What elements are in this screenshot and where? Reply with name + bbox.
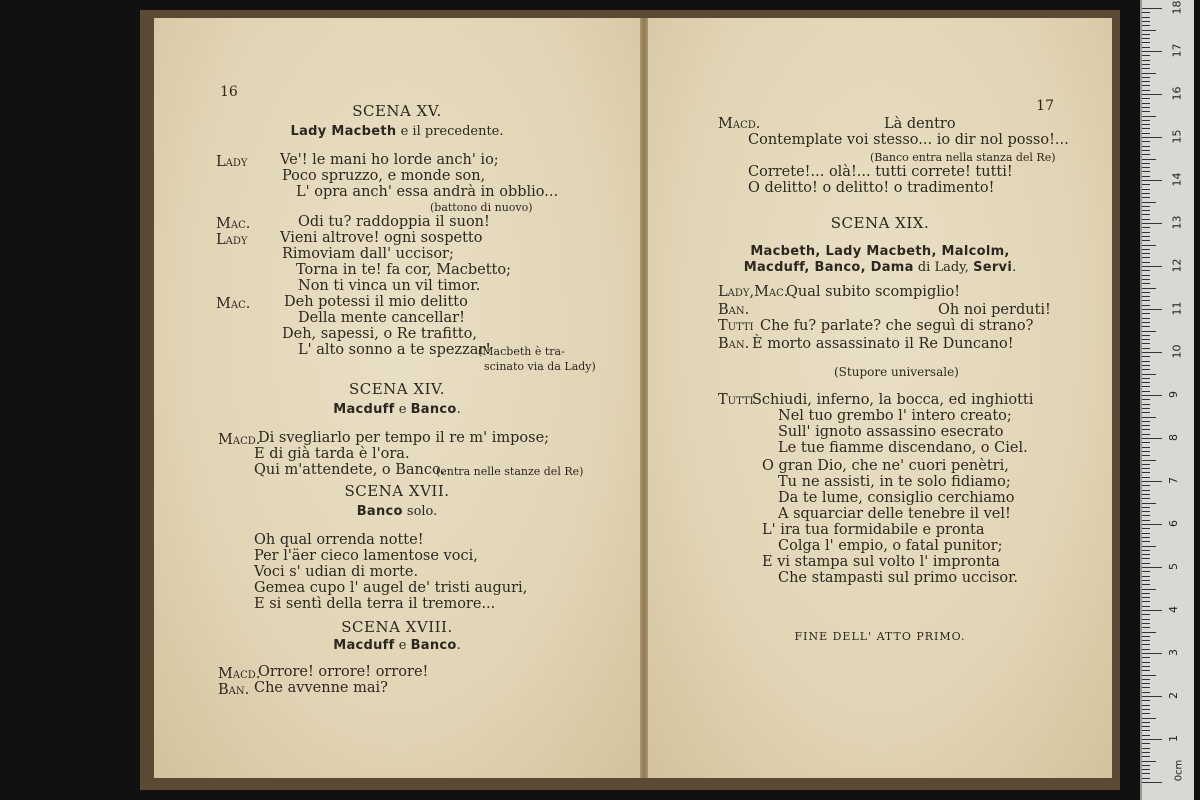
speaker-label: Ban.: [718, 336, 750, 352]
ruler-tick: [1142, 395, 1162, 396]
verse-line: Tu ne assisti, in te solo fidiamo;: [778, 474, 1011, 490]
ruler-tick: [1142, 576, 1150, 577]
verse-line: Deh, sapessi, o Re trafitto,: [282, 326, 477, 342]
ruler-label: 9: [1167, 391, 1180, 398]
ruler-tick: [1142, 490, 1150, 491]
ruler-tick: [1142, 176, 1150, 177]
scene-19-characters-line2: [648, 260, 1112, 275]
ruler-tick: [1142, 12, 1150, 13]
ruler-tick: [1142, 447, 1150, 448]
verse-line: Nel tuo grembo l' intero creato;: [778, 408, 1012, 424]
scene-17-characters: [154, 504, 640, 519]
ruler-tick: [1142, 670, 1150, 671]
ruler-tick: [1142, 739, 1162, 740]
ruler-tick: [1142, 743, 1150, 744]
ruler-tick: [1142, 279, 1150, 280]
ruler-tick: [1142, 348, 1150, 349]
ruler-tick: [1142, 601, 1150, 602]
ruler-tick: [1142, 761, 1156, 762]
ruler-tick: [1142, 300, 1150, 301]
ruler-tick: [1142, 184, 1150, 185]
ruler-tick: [1142, 232, 1150, 233]
ruler-tick: [1142, 683, 1150, 684]
speaker-label: Lady: [216, 232, 248, 248]
ruler-label: 4: [1167, 606, 1180, 613]
speaker-label: Tutti: [718, 318, 754, 334]
ruler-tick: [1142, 163, 1150, 164]
ruler-tick: [1142, 455, 1150, 456]
stage-direction: scinato via da Lady): [484, 360, 596, 373]
ruler-tick: [1142, 81, 1150, 82]
ruler-tick: [1142, 64, 1150, 65]
ruler-tick: [1142, 619, 1150, 620]
speaker-label: Mac.: [216, 216, 251, 232]
ruler-tick: [1142, 550, 1150, 551]
ruler-tick: [1142, 68, 1150, 69]
ruler-label: 18: [1170, 0, 1184, 15]
verse-line: Là dentro: [884, 116, 956, 132]
ruler-tick: [1142, 515, 1150, 516]
speaker-label: Ban.: [718, 302, 750, 318]
ruler-tick: [1142, 352, 1162, 353]
stage-direction: (battono di nuovo): [430, 201, 533, 214]
verse-line: Torna in te! fa cor, Macbetto;: [296, 262, 512, 278]
verse-line: Della mente cancellar!: [298, 310, 465, 326]
right-page-number: 17: [1036, 98, 1054, 114]
ruler-tick: [1142, 262, 1150, 263]
ruler-tick: [1142, 210, 1150, 211]
ruler-tick: [1142, 343, 1150, 344]
ruler-tick: [1142, 94, 1162, 95]
ruler-tick: [1142, 481, 1162, 482]
ruler-tick: [1142, 558, 1150, 559]
ruler-tick: [1142, 378, 1150, 379]
ruler-tick: [1142, 726, 1150, 727]
ruler-tick: [1142, 206, 1150, 207]
ruler-tick: [1142, 339, 1150, 340]
ruler-tick: [1142, 408, 1150, 409]
stage-direction: (entra nelle stanze del Re): [436, 465, 584, 478]
act-end-title: FINE DELL' ATTO PRIMO.: [794, 630, 966, 643]
ruler-unit: 0cm: [1173, 759, 1185, 782]
ruler-tick: [1142, 485, 1150, 486]
ruler-tick: [1142, 227, 1150, 228]
speaker-label: Macd.: [718, 116, 761, 132]
character-name: Macduff: [333, 402, 395, 417]
ruler-label: 17: [1170, 43, 1184, 58]
ruler-tick: [1142, 593, 1150, 594]
ruler-label: 2: [1167, 692, 1180, 699]
ruler-tick: [1142, 623, 1150, 624]
left-page: [154, 18, 640, 778]
ruler-label: 10: [1170, 344, 1184, 359]
ruler-tick: [1142, 98, 1150, 99]
verse-line: Per l'äer cieco lamentose voci,: [254, 548, 478, 564]
character-name: Banco: [410, 638, 457, 653]
ruler-tick: [1142, 614, 1150, 615]
ruler-tick: [1142, 657, 1150, 658]
ruler-tick: [1142, 283, 1150, 284]
verse-line: Orrore! orrore! orrore!: [258, 664, 429, 680]
verse-line: O delitto! o delitto! o tradimento!: [748, 180, 995, 196]
speaker-label: Macd.: [218, 432, 261, 448]
verse-line: Vieni altrove! ogni sospetto: [280, 230, 483, 246]
ruler-tick: [1142, 533, 1150, 534]
ruler-label: 11: [1170, 301, 1184, 316]
verse-line: E di già tarda è l'ora.: [254, 446, 410, 462]
verse-line: L' alto sonno a te spezzar!: [298, 342, 492, 358]
ruler-tick: [1142, 322, 1150, 323]
ruler-tick: [1142, 146, 1150, 147]
ruler-tick: [1142, 606, 1150, 607]
ruler-tick: [1142, 249, 1150, 250]
ruler-tick: [1142, 124, 1150, 125]
ruler-tick: [1142, 472, 1150, 473]
ruler-tick: [1142, 709, 1150, 710]
ruler-label: 6: [1167, 520, 1180, 527]
character-note: e il precedente.: [396, 124, 504, 139]
ruler-tick: [1142, 292, 1150, 293]
ruler-tick: [1142, 103, 1150, 104]
ruler-tick: [1142, 520, 1150, 521]
ruler-tick: [1142, 563, 1150, 564]
verse-line: O gran Dio, che ne' cuori penètri,: [762, 458, 1009, 474]
ruler-tick: [1142, 335, 1150, 336]
ruler-tick: [1142, 653, 1162, 654]
ruler-tick: [1142, 120, 1150, 121]
ruler-tick: [1142, 374, 1156, 375]
speaker-label: Lady: [216, 154, 248, 170]
ruler-tick: [1142, 47, 1150, 48]
ruler-tick: [1142, 662, 1150, 663]
ruler-tick: [1142, 636, 1150, 637]
speaker-label: Mac.: [216, 296, 251, 312]
ruler-tick: [1142, 202, 1156, 203]
speaker-label: Macd.: [218, 666, 261, 682]
ruler-tick: [1142, 468, 1150, 469]
ruler-tick: [1142, 735, 1150, 736]
ruler-tick: [1142, 460, 1156, 461]
verse-line: Che avvenne mai?: [254, 680, 388, 696]
ruler-tick: [1142, 464, 1150, 465]
verse-line: Contemplate voi stesso... io dir nol posso!...: [748, 132, 1069, 148]
speaker-label: Ban.: [218, 682, 250, 698]
character-joiner: e: [394, 402, 411, 417]
measuring-ruler: [1140, 0, 1194, 800]
ruler-tick: [1142, 137, 1162, 138]
ruler-tick: [1142, 528, 1150, 529]
ruler-tick: [1142, 584, 1150, 585]
verse-line: Qual subito scompiglio!: [786, 284, 961, 300]
ruler-tick: [1142, 361, 1150, 362]
ruler-tick: [1142, 326, 1150, 327]
character-name: Servi: [973, 260, 1013, 275]
ruler-tick: [1142, 154, 1150, 155]
ruler-tick: [1142, 167, 1150, 168]
ruler-tick: [1142, 644, 1150, 645]
character-name: Banco: [356, 504, 403, 519]
ruler-tick: [1142, 429, 1150, 430]
ruler-tick: [1142, 692, 1150, 693]
ruler-tick: [1142, 756, 1150, 757]
ruler-tick: [1142, 193, 1150, 194]
ruler-tick: [1142, 55, 1150, 56]
ruler-tick: [1142, 8, 1162, 9]
verse-line: Non ti vinca un vil timor.: [298, 278, 481, 294]
stage-direction: (Stupore universale): [834, 365, 959, 379]
ruler-tick: [1142, 442, 1150, 443]
scene-17-title: SCENA XVII.: [344, 482, 450, 500]
ruler-tick: [1142, 133, 1150, 134]
ruler-tick: [1142, 111, 1150, 112]
scene-19-title: SCENA XIX.: [830, 214, 930, 232]
ruler-tick: [1142, 17, 1150, 18]
scene-18-characters: [154, 638, 640, 653]
character-joiner: e: [394, 638, 411, 653]
ruler-tick: [1142, 90, 1150, 91]
ruler-tick: [1142, 722, 1150, 723]
ruler-tick: [1142, 309, 1162, 310]
character-punct: .: [456, 638, 461, 653]
ruler-tick: [1142, 399, 1150, 400]
ruler-tick: [1142, 425, 1150, 426]
ruler-tick: [1142, 240, 1150, 241]
ruler-tick: [1142, 649, 1150, 650]
ruler-tick: [1142, 679, 1150, 680]
ruler-tick: [1142, 38, 1150, 39]
ruler-tick: [1142, 356, 1150, 357]
ruler-label: 16: [1170, 86, 1184, 101]
verse-line: Schiudi, inferno, la bocca, ed inghiotti: [752, 392, 1034, 408]
ruler-tick: [1142, 477, 1150, 478]
ruler-tick: [1142, 171, 1150, 172]
verse-line: Deh potessi il mio delitto: [284, 294, 468, 310]
verse-line: E vi stampa sul volto l' impronta: [762, 554, 1000, 570]
ruler-tick: [1142, 434, 1150, 435]
ruler-tick: [1142, 331, 1156, 332]
ruler-tick: [1142, 42, 1150, 43]
ruler-tick: [1142, 85, 1150, 86]
ruler-tick: [1142, 159, 1156, 160]
verse-line: Correte!... olà!... tutti correte! tutti!: [748, 164, 1013, 180]
ruler-label: 1: [1167, 735, 1180, 742]
ruler-tick: [1142, 589, 1156, 590]
ruler-tick: [1142, 773, 1150, 774]
verse-line: Oh qual orrenda notte!: [254, 532, 424, 548]
ruler-tick: [1142, 107, 1150, 108]
verse-line: Le tue fiamme discendano, o Ciel.: [778, 440, 1028, 456]
ruler-tick: [1142, 236, 1150, 237]
ruler-label: 15: [1170, 129, 1184, 144]
ruler-tick: [1142, 270, 1150, 271]
ruler-tick: [1142, 451, 1150, 452]
ruler-tick: [1142, 571, 1150, 572]
scene-19-characters-line1: [648, 244, 1112, 259]
verse-line: Ve'! le mani ho lorde anch' io;: [280, 152, 499, 168]
ruler-tick: [1142, 610, 1162, 611]
verse-line: L' opra anch' essa andrà in obblio...: [296, 184, 559, 200]
ruler-label: 8: [1167, 434, 1180, 441]
verse-line: Da te lume, consiglio cerchiamo: [778, 490, 1015, 506]
verse-line: L' ira tua formidabile e pronta: [762, 522, 985, 538]
scene-14-title: SCENA XIV.: [348, 380, 445, 398]
left-page-number: 16: [220, 84, 238, 100]
ruler-tick: [1142, 197, 1150, 198]
open-book: [140, 10, 1120, 790]
verse-line: Gemea cupo l' augel de' tristi auguri,: [254, 580, 528, 596]
scene-14-characters: [154, 402, 640, 417]
verse-line: Di svegliarlo per tempo il re m' impose;: [258, 430, 550, 446]
ruler-tick: [1142, 219, 1150, 220]
ruler-tick: [1142, 257, 1150, 258]
verse-line: Colga l' empio, o fatal punitor;: [778, 538, 1003, 554]
character-name: Lady Macbeth: [290, 124, 397, 139]
ruler-label: 12: [1170, 258, 1184, 273]
ruler-tick: [1142, 128, 1150, 129]
ruler-tick: [1142, 318, 1150, 319]
ruler-tick: [1142, 73, 1156, 74]
ruler-label: 13: [1170, 215, 1184, 230]
ruler-tick: [1142, 438, 1162, 439]
ruler-tick: [1142, 305, 1150, 306]
character-punct: .: [456, 402, 461, 417]
speaker-label: Lady,Mac.: [718, 284, 789, 300]
ruler-tick: [1142, 666, 1150, 667]
ruler-tick: [1142, 404, 1150, 405]
verse-line: A squarciar delle tenebre il vel!: [778, 506, 1011, 522]
ruler-label: 14: [1170, 172, 1184, 187]
ruler-tick: [1142, 687, 1150, 688]
ruler-tick: [1142, 597, 1150, 598]
ruler-tick: [1142, 554, 1150, 555]
character-name: Banco: [410, 402, 457, 417]
ruler-tick: [1142, 223, 1162, 224]
ruler-tick: [1142, 313, 1150, 314]
ruler-tick: [1142, 627, 1150, 628]
ruler-tick: [1142, 778, 1150, 779]
verse-line: Oh noi perduti!: [938, 302, 1051, 318]
ruler-tick: [1142, 730, 1150, 731]
verse-line: Poco spruzzo, e monde son,: [282, 168, 486, 184]
ruler-tick: [1142, 391, 1150, 392]
ruler-tick: [1142, 189, 1150, 190]
ruler-tick: [1142, 675, 1156, 676]
ruler-tick: [1142, 30, 1156, 31]
character-names: Macbeth, Lady Macbeth, Malcolm,: [750, 244, 1010, 259]
ruler-tick: [1142, 382, 1150, 383]
ruler-tick: [1142, 25, 1150, 26]
ruler-tick: [1142, 116, 1156, 117]
ruler-tick: [1142, 537, 1150, 538]
ruler-tick: [1142, 748, 1150, 749]
scene-18-title: SCENA XVIII.: [341, 618, 453, 636]
ruler-tick: [1142, 421, 1150, 422]
verse-line: Rimoviam dall' uccisor;: [282, 246, 454, 262]
ruler-tick: [1142, 769, 1150, 770]
verse-line: Qui m'attendete, o Banco.: [254, 462, 446, 478]
ruler-tick: [1142, 705, 1150, 706]
character-names: Macduff, Banco, Dama: [743, 260, 914, 275]
ruler-tick: [1142, 696, 1162, 697]
ruler-tick: [1142, 214, 1150, 215]
scene-15-title: SCENA XV.: [352, 102, 442, 120]
ruler-tick: [1142, 150, 1150, 151]
speaker-label: Tutti: [718, 392, 754, 408]
ruler-tick: [1142, 77, 1150, 78]
ruler-tick: [1142, 632, 1156, 633]
ruler-tick: [1142, 51, 1162, 52]
ruler-tick: [1142, 296, 1150, 297]
ruler-tick: [1142, 700, 1150, 701]
ruler-tick: [1142, 369, 1150, 370]
character-note: solo.: [402, 504, 438, 519]
ruler-tick: [1142, 503, 1156, 504]
ruler-label: 3: [1167, 649, 1180, 656]
verse-line: Voci s' udian di morte.: [254, 564, 419, 580]
ruler-tick: [1142, 253, 1150, 254]
ruler-tick: [1142, 567, 1162, 568]
ruler-tick: [1142, 507, 1150, 508]
ruler-tick: [1142, 718, 1156, 719]
ruler-tick: [1142, 34, 1150, 35]
ruler-tick: [1142, 245, 1156, 246]
ruler-tick: [1142, 275, 1150, 276]
character-note: di Lady,: [913, 260, 974, 275]
verse-line: E si sentì della terra il tremore...: [254, 596, 496, 612]
ruler-tick: [1142, 580, 1150, 581]
verse-line: Che fu? parlate? che seguì di strano?: [760, 318, 1034, 334]
verse-line: È morto assassinato il Re Duncano!: [752, 336, 1014, 352]
character-punct: .: [1012, 260, 1017, 275]
ruler-tick: [1142, 765, 1150, 766]
ruler-tick: [1142, 752, 1150, 753]
ruler-tick: [1142, 546, 1156, 547]
ruler-tick: [1142, 386, 1150, 387]
ruler-label: 7: [1167, 477, 1180, 484]
scene-15-characters: [154, 124, 640, 139]
stage-direction: (Banco entra nella stanza del Re): [870, 151, 1056, 164]
ruler-tick: [1142, 412, 1150, 413]
ruler-tick: [1142, 266, 1162, 267]
ruler-tick: [1142, 511, 1150, 512]
ruler-tick: [1142, 180, 1162, 181]
verse-line: Odi tu? raddoppia il suon!: [298, 214, 490, 230]
ruler-tick: [1142, 494, 1150, 495]
ruler-tick: [1142, 141, 1150, 142]
ruler-tick: [1142, 541, 1150, 542]
ruler-tick: [1142, 524, 1162, 525]
ruler-tick: [1142, 782, 1162, 783]
ruler-tick: [1142, 365, 1150, 366]
ruler-tick: [1142, 417, 1156, 418]
verse-line: Sull' ignoto assassino esecrato: [778, 424, 1004, 440]
right-page: [648, 18, 1112, 778]
verse-line: Che stampasti sul primo uccisor.: [778, 570, 1019, 586]
character-name: Macduff: [333, 638, 395, 653]
ruler-label: 5: [1167, 563, 1180, 570]
ruler-tick: [1142, 498, 1150, 499]
ruler-tick: [1142, 60, 1150, 61]
ruler-tick: [1142, 288, 1156, 289]
ruler-tick: [1142, 21, 1150, 22]
ruler-tick: [1142, 640, 1150, 641]
stage-direction: (Macbeth è tra-: [478, 345, 565, 358]
ruler-tick: [1142, 713, 1150, 714]
